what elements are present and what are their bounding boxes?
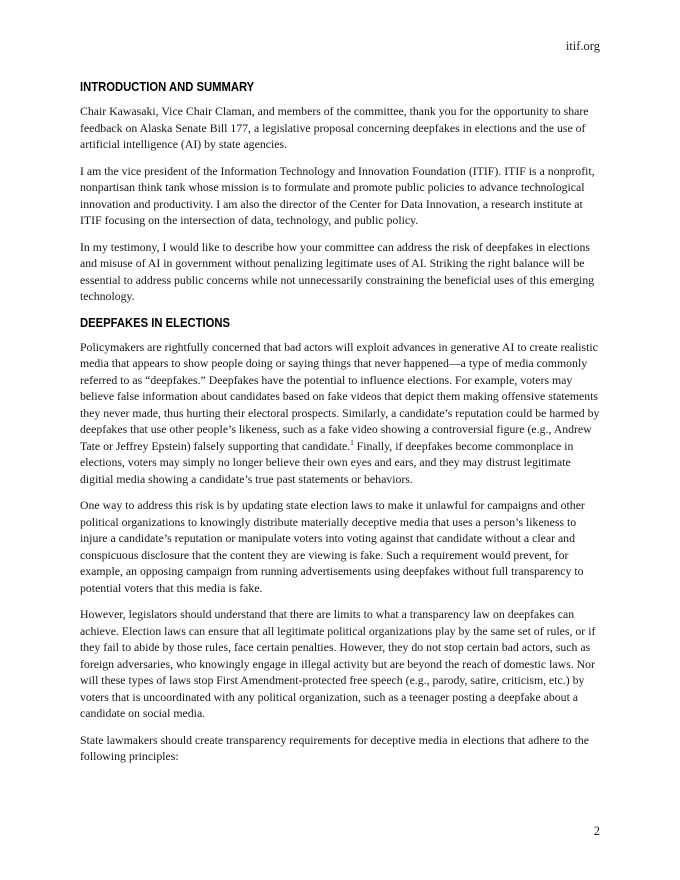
- paragraph-text: Policymakers are rightfully concerned that bad actors will exploit advances in generative AI to create realistic media that appears to show people doing or saying things that never happened—a type of media commonly referred to as “deepfakes.” Deepfakes have the potential to influence elections. For example, voters may believe false information about candidates based on fake videos that depict them making offensive statements they never made, thus hurting their electoral prospects. Similarly, a candidate’s reputation could be harmed by deepfakes that use other people’s likeness, such as a fake video showing a controversial figure (e.g., Andrew Tate or Jeffrey Epstein) falsely supporting that candidate.: [80, 339, 600, 453]
- paragraph: One way to address this risk is by updating state election laws to make it unlawful for campaigns and other political organizations to knowingly distribute materially deceptive media that uses a person’s likeness to injure a candidate’s reputation or manipulate voters into voting against that candidate without a clear and conspicuous disclosure that the content they are viewing is fake. Such a requirement would prevent, for example, an opposing campaign from running advertisements using deepfakes without full transparency to potential voters that this media is fake.: [80, 498, 585, 595]
- paragraph: In my testimony, I would like to describe how your committee can address the risk of deepfakes in elections and misuse of AI in government without penalizing legitimate uses of AI. Striking the right balance will be essential to address public concerns while not unnecessarily constraining the beneficial uses of this emerging technology.: [80, 239, 595, 303]
- section-heading-deepfakes: DEEPFAKES IN ELECTIONS: [80, 315, 231, 330]
- section-heading-introduction: INTRODUCTION AND SUMMARY: [80, 80, 255, 94]
- document-body: [80, 79, 602, 775]
- paragraph: However, legislators should understand that there are limits to what a transparency law on deepfakes can achieve. Election laws can ensure that all legitimate political organizations play by the same set of rules, or if they fail to abide by those rules, face certain penalties. However, they do not stop certain bad actors, such as foreign adversaries, who knowingly engage in illegal activity but are beyond the reach of domestic laws. Nor will these types of laws stop First Amendment-protected free speech (e.g., parody, satire, criticism, etc.) by voters that is uncoordinated with any political organization, such as a teenager posting a deepfake about a candidate on social media.: [80, 607, 596, 720]
- paragraph-text: Finally, if deepfakes become commonplace in elections, voters may simply no longer believe their own eyes and ears, and they may distrust legitimate digitial media showing a candidate’s true past statements or behaviors.: [80, 438, 574, 486]
- page-number: 2: [593, 824, 600, 838]
- paragraph: Chair Kawasaki, Vice Chair Claman, and members of the committee, thank you for the opportunity to share feedback on Alaska Senate Bill 177, a legislative proposal concerning deepfakes in elections and the use of artificial intelligence (AI) by state agencies.: [80, 104, 589, 151]
- paragraph: State lawmakers should create transparency requirements for deceptive media in elections that adhere to the following principles:: [80, 732, 590, 763]
- paragraph: I am the vice president of the Information Technology and Innovation Foundation (ITIF). ITIF is a nonprofit, nonpartisan think tank whose mission is to formulate and promote public policies to advance technological innovation and productivity. I am also the director of the Center for Data Innovation, a research institute at ITIF focusing on the intersection of data, technology, and public policy.: [80, 163, 595, 227]
- site-url-header: itif.org: [565, 39, 600, 53]
- paragraph-with-footnote: [80, 339, 602, 488]
- footnote-reference[interactable]: 1: [350, 438, 354, 447]
